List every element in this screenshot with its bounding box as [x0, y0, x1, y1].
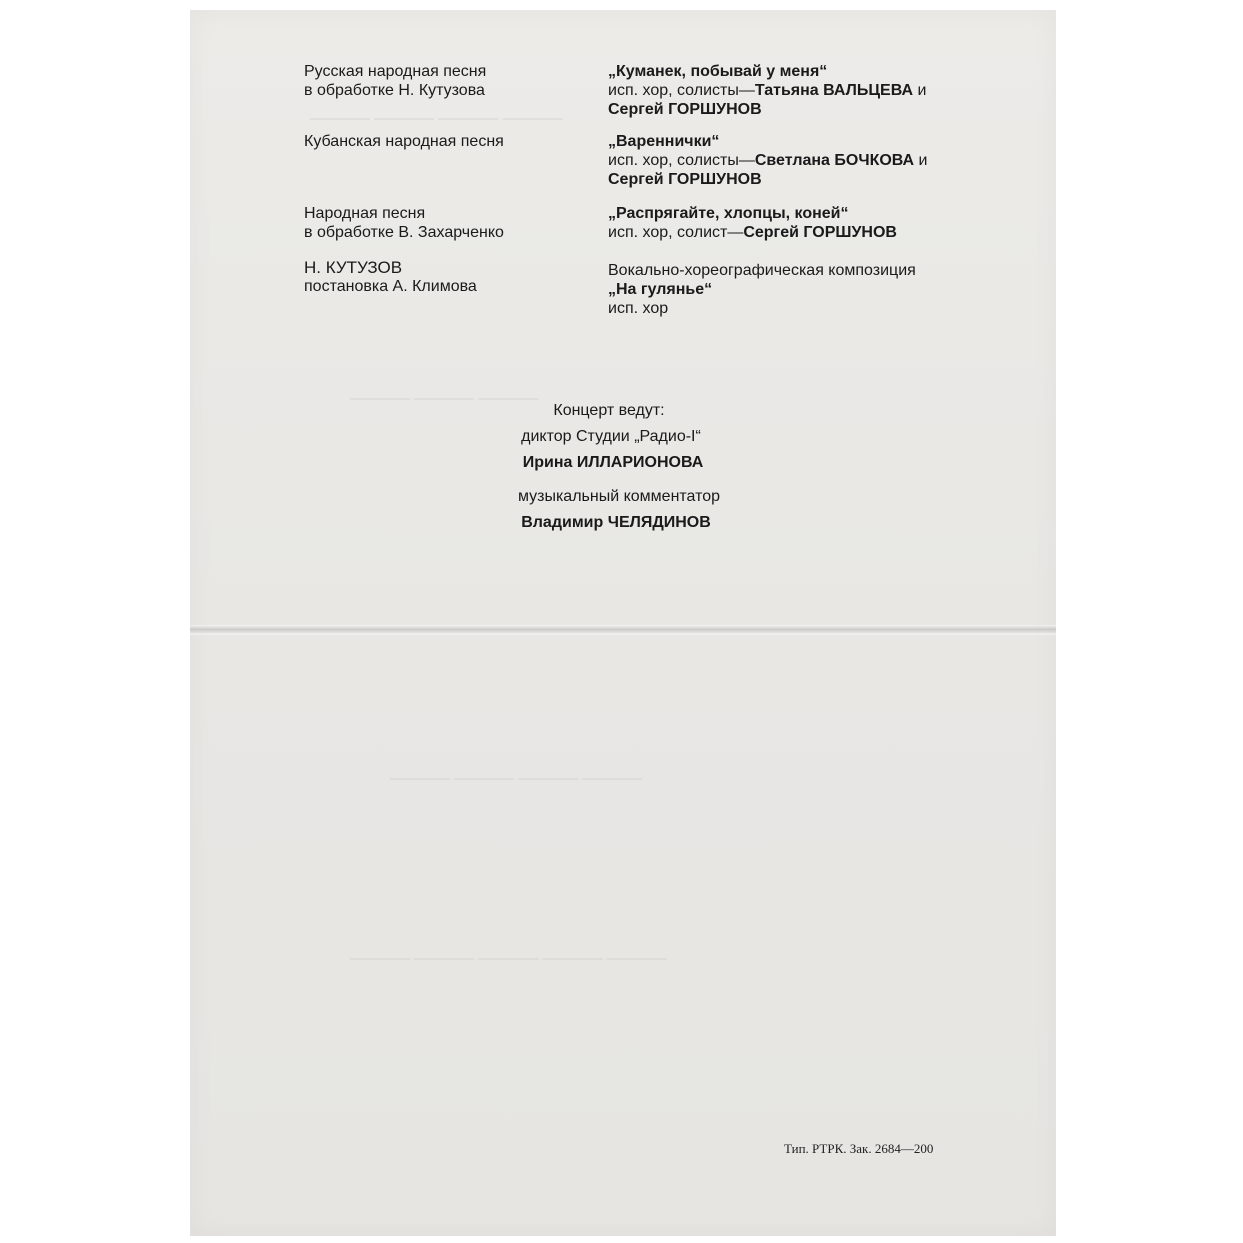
song-title: „Распрягайте, хлопцы, коней“: [608, 205, 849, 222]
performers-line: [608, 81, 926, 100]
program-sheet: [190, 10, 1056, 1236]
commentator-name: Владимир ЧЕЛЯДИНОВ: [521, 514, 711, 531]
composer-line: в обработке Н. Кутузова: [304, 82, 485, 99]
performers-prefix: исп. хор, солист—: [608, 224, 744, 241]
composer-line: постановка А. Климова: [304, 278, 477, 295]
soloist-name: Сергей ГОРШУНОВ: [743, 224, 897, 241]
performers-line: [608, 151, 928, 170]
announcer-role: диктор Студии „Радио-I“: [521, 428, 701, 445]
composer-line: в обработке В. Захарченко: [304, 224, 504, 241]
song-title: „Вареннички“: [608, 133, 720, 150]
composer-line: Народная песня: [304, 205, 426, 222]
program-item-3-details: [608, 204, 897, 242]
announcer-name: Ирина ИЛЛАРИОНОВА: [522, 454, 704, 471]
composer-name: Н. КУТУЗОВ: [304, 258, 403, 277]
composer-line: Кубанская народная песня: [304, 133, 504, 150]
commentator-role: музыкальный комментатор: [517, 488, 721, 505]
soloist-name: Светлана БОЧКОВА: [754, 152, 915, 169]
hosts-heading: Концерт ведут:: [553, 402, 665, 419]
composition-intro: Вокально-хореографическая композиция: [608, 262, 916, 279]
soloist-name: Сергей ГОРШУНОВ: [608, 171, 762, 188]
program-item-2-details: [608, 132, 928, 189]
show-through-text: ———— ———— ———— ———— ————: [350, 950, 667, 967]
soloist-name: Татьяна ВАЛЬЦЕВА: [754, 82, 914, 99]
program-item-2-composer: [304, 132, 504, 151]
show-through-text: ———— ———— ————: [350, 390, 539, 407]
fold-line: [190, 625, 1056, 635]
performers-suffix: и: [914, 152, 928, 169]
show-through-text: ———— ———— ———— ————: [390, 770, 643, 787]
performers-line: исп. хор: [608, 300, 669, 317]
composer-line: Русская народная песня: [304, 63, 487, 80]
performers-line: [608, 223, 897, 242]
song-title: „На гулянье“: [608, 281, 713, 298]
performers-suffix: и: [913, 82, 927, 99]
program-item-3-composer: [304, 204, 504, 242]
performers-prefix: исп. хор, солисты—: [608, 82, 755, 99]
soloist-name: Сергей ГОРШУНОВ: [608, 101, 762, 118]
printer-imprint: Тип. РТРК. Зак. 2684—200: [784, 1141, 934, 1156]
program-item-1-details: [608, 62, 926, 119]
program-item-4-composer: [304, 258, 477, 296]
program-item-4-details: [608, 261, 916, 318]
performers-prefix: исп. хор, солисты—: [608, 152, 755, 169]
program-item-1-composer: [304, 62, 486, 100]
concert-hosts: [190, 402, 1056, 542]
song-title: „Куманек, побывай у меня“: [608, 63, 828, 80]
show-through-text: ———— ———— ———— ————: [310, 110, 563, 127]
